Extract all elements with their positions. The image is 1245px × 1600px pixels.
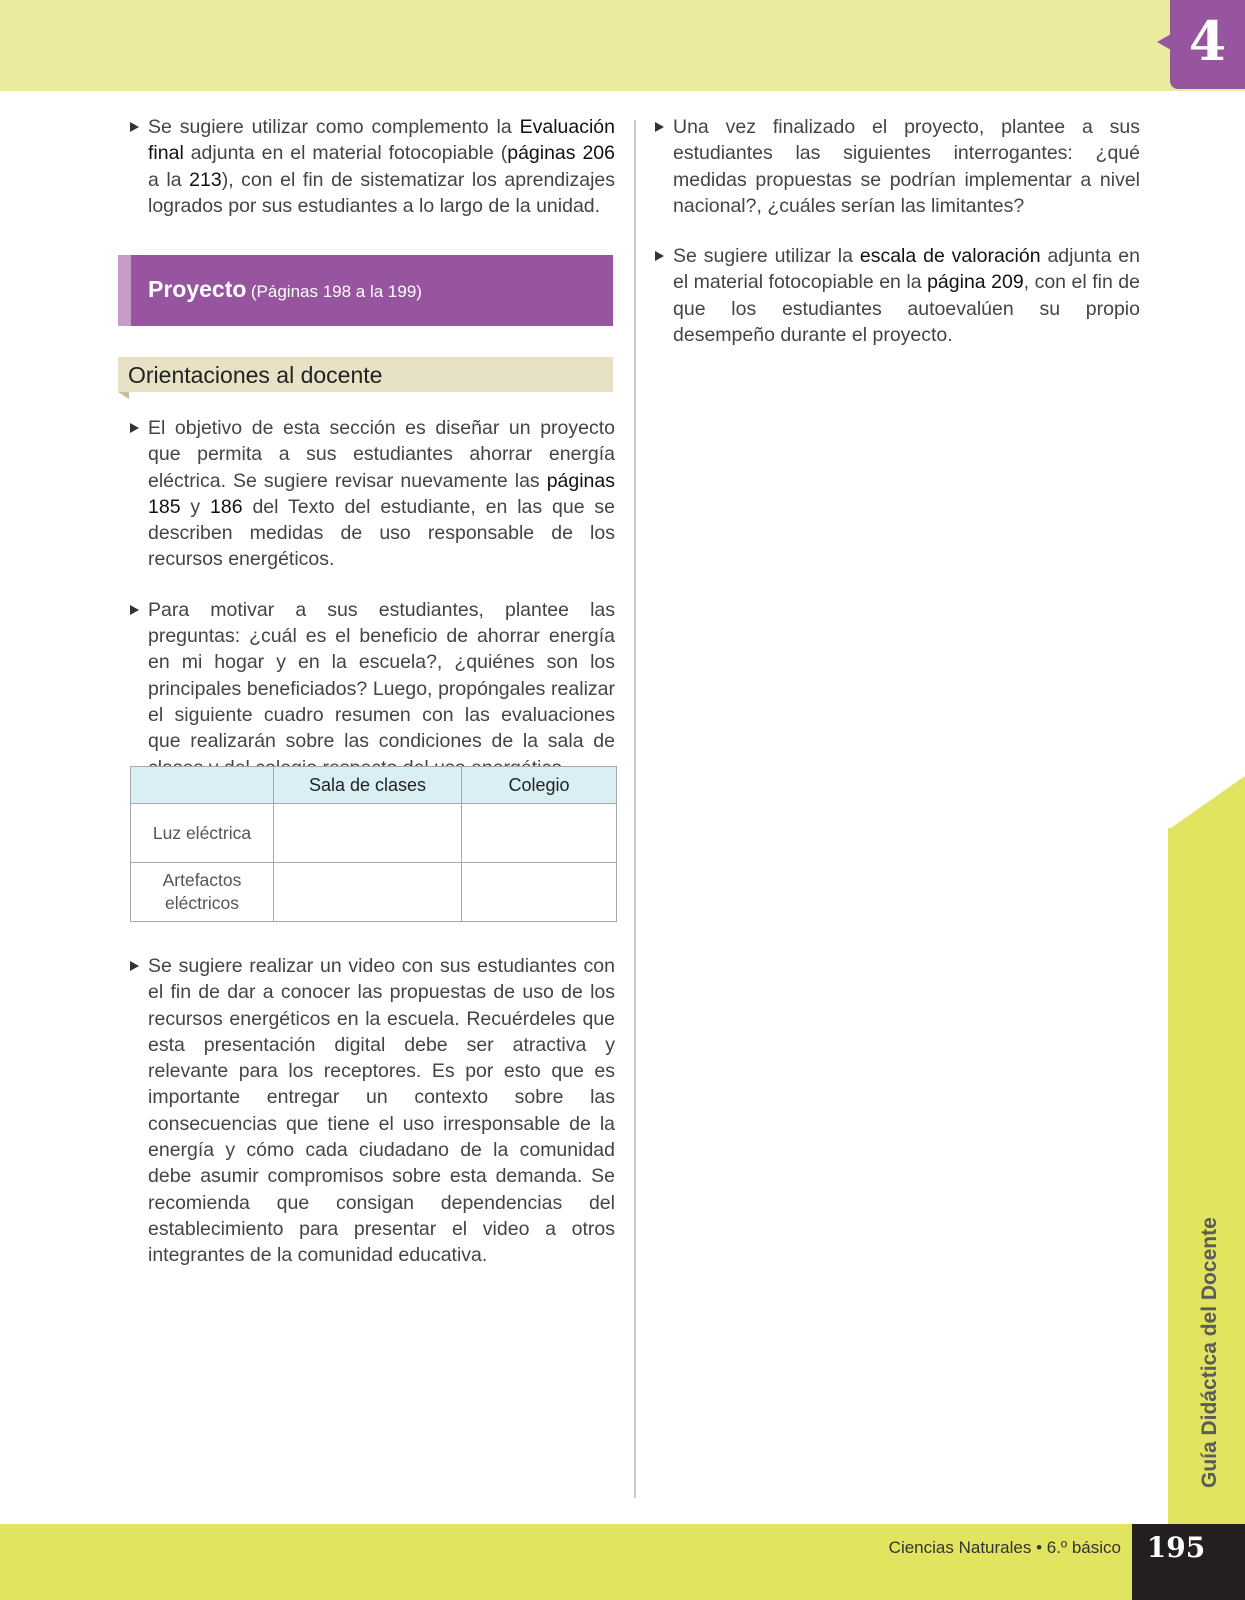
summary-table (130, 766, 617, 922)
table-header-row (131, 767, 617, 804)
table-header-cell: Colegio (462, 767, 617, 804)
bullet-arrow-icon (130, 961, 139, 971)
project-banner-edge (118, 255, 131, 326)
unit-tab-notch (1157, 34, 1171, 50)
table-header-cell: Sala de clases (274, 767, 462, 804)
sidebar-title: Guía Didáctica del Docente (1198, 1217, 1221, 1488)
bullet-arrow-icon (655, 251, 664, 261)
sidebar-corner (1168, 776, 1245, 830)
table-cell (462, 863, 617, 922)
right-column (655, 114, 1140, 348)
table-row (131, 804, 617, 863)
orientations-heading-fold (118, 392, 129, 399)
table-row-label: Artefactos eléctricos (131, 863, 274, 922)
bullet-video: Se sugiere realizar un video con sus estudiantes con el fin de dar a conocer las propuestas de uso de los recursos energéticos en la escuela. Recuérdeles que esta presentación digital debe ser atractiva y relevante para los receptores. Es por esto que es importante entregar un contexto sobre las consecuencias que tiene el uso irresponsable de la energía y cómo cada ciudadano de la comunidad debe asumir compromisos sobre esta demanda. Se recomienda que consigan dependencias del establecimiento para presentar el video a otros integrantes de la comunidad educativa. (130, 953, 615, 1269)
project-title: Proyecto (148, 276, 247, 302)
table-row (131, 863, 617, 922)
bullet-arrow-icon (130, 605, 139, 615)
project-banner-title (148, 276, 422, 303)
table-cell (462, 804, 617, 863)
column-divider (634, 120, 636, 1498)
left-column (130, 114, 615, 219)
bullet-arrow-icon (655, 122, 664, 132)
table-row-label: Luz eléctrica (131, 804, 274, 863)
left-column-orientations (130, 415, 615, 781)
project-pages: (Páginas 198 a la 199) (250, 282, 422, 301)
bold-text: 186 (210, 495, 243, 518)
left-column-video (130, 953, 615, 1269)
footer-subject: Ciencias Naturales • 6.º básico (888, 1538, 1121, 1557)
bullet-arrow-icon (130, 122, 139, 132)
page-number: 195 (1146, 1531, 1206, 1564)
bold-text: páginas 185 (148, 469, 615, 518)
table-cell (274, 863, 462, 922)
bullet-motivar: Para motivar a sus estudiantes, plantee las preguntas: ¿cuál es el beneficio de ahorrar energía en mi hogar y en la escuela?, ¿quiénes son los principales beneficiados? Luego, propóngales realizar el siguiente cuadro resumen con las evaluaciones que realizarán sobre las condiciones de la sala de (130, 597, 615, 781)
bullet-objetivo: El objetivo de esta sección es diseñar un proyecto que permita a sus estudiantes ahorrar energía eléctrica. Se sugiere revisar nuevamente las páginas 185 y 186 del Texto del estudiante, en las que se describen medidas de uso responsable de los recursos energéticos. (130, 415, 615, 573)
bold-text: página 209 (927, 271, 1024, 294)
bullet-escala: Se sugiere utilizar la escala de valoración adjunta en el material fotocopiable en la página 209, con el fin de que los estudiantes autoevalúen su propio desempeño durante el proyecto. (655, 243, 1140, 348)
bold-text: Evaluación final (148, 116, 615, 165)
orientations-heading: Orientaciones al docente (128, 362, 383, 388)
top-header-band (0, 0, 1245, 91)
bold-text: escala de valoración (859, 245, 1041, 268)
bullet-interrogantes: Una vez finalizado el proyecto, plantee a sus estudiantes las siguientes interrogantes: ¿qué medidas propuestas se podrían implementar a nivel nacional?, ¿cuáles serían las limitantes? (655, 114, 1140, 219)
bold-text: páginas 206 (507, 142, 615, 165)
table-cell (274, 804, 462, 863)
bullet-arrow-icon (130, 423, 139, 433)
footer-band (0, 1524, 1245, 1600)
table-header-cell (131, 767, 274, 804)
bold-text: 213 (189, 168, 222, 191)
unit-number: 4 (1188, 9, 1227, 73)
bullet-evaluacion-final: Se sugiere utilizar como complemento la Evaluación final adjunta en el material fotocopiable (páginas 206 a la 213), con el fin de sistematizar los aprendizajes logrados por sus estudiantes a lo largo de la unidad. (130, 114, 615, 219)
